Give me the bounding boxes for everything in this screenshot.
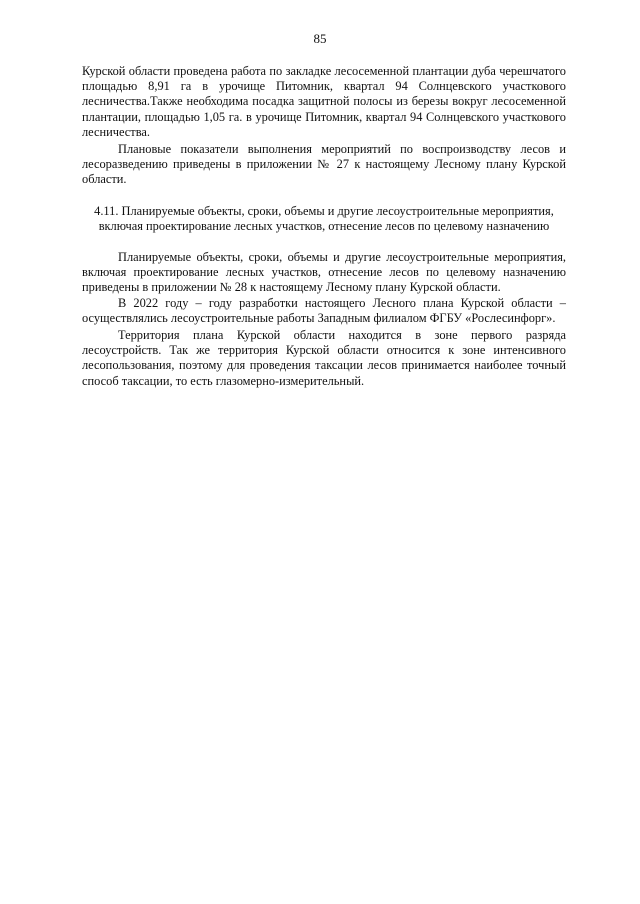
page-number: 85 xyxy=(313,31,327,46)
document-body xyxy=(82,64,566,389)
paragraph-plantation: Курской области проведена работа по закладке лесосеменной плантации дуба черешчатого площадью 8,91 га в урочище Питомник, квартал 94 Солнцевского участкового лесничества.Также необходима посадка защитной полосы из березы вокруг лесосеменной плантации, площадью 1,05 га. в урочище Питомник, квартал 94 Солнцевского участкового лесничества. xyxy=(82,64,566,139)
paragraph-plan-indicators: Плановые показатели выполнения мероприятий по воспроизводству лесов и лесоразведению приведены в приложении № 27 к настоящему Лесному плану Курской области. xyxy=(82,142,566,187)
section-heading-4-11: 4.11. Планируемые объекты, сроки, объемы и другие лесоустроительные мероприятия, включая проектирование лесных участков, отнесение лесов по целевому назначению xyxy=(94,203,554,233)
paragraph-territory-category: Территория плана Курской области находится в зоне первого разряда лесоустройств. Так же территория Курской области относится к зоне интенсивного лесопользования, поэтому для проведения таксации лесов принимается наиболее точный способ таксации, то есть глазомерно-измерительный. xyxy=(82,328,566,388)
paragraph-planned-objects: Планируемые объекты, сроки, объемы и другие лесоустроительные мероприятия, включая проектирование лесных участков, отнесение лесов по целевому назначению приведены в приложении № 28 к настоящему Лесному плану Курской области. xyxy=(82,250,566,295)
paragraph-forest-management-2022: В 2022 году – году разработки настоящего Лесного плана Курской области – осуществлялись лесоустроительные работы Западным филиалом ФГБУ «Рослесинфорг». xyxy=(82,295,566,325)
